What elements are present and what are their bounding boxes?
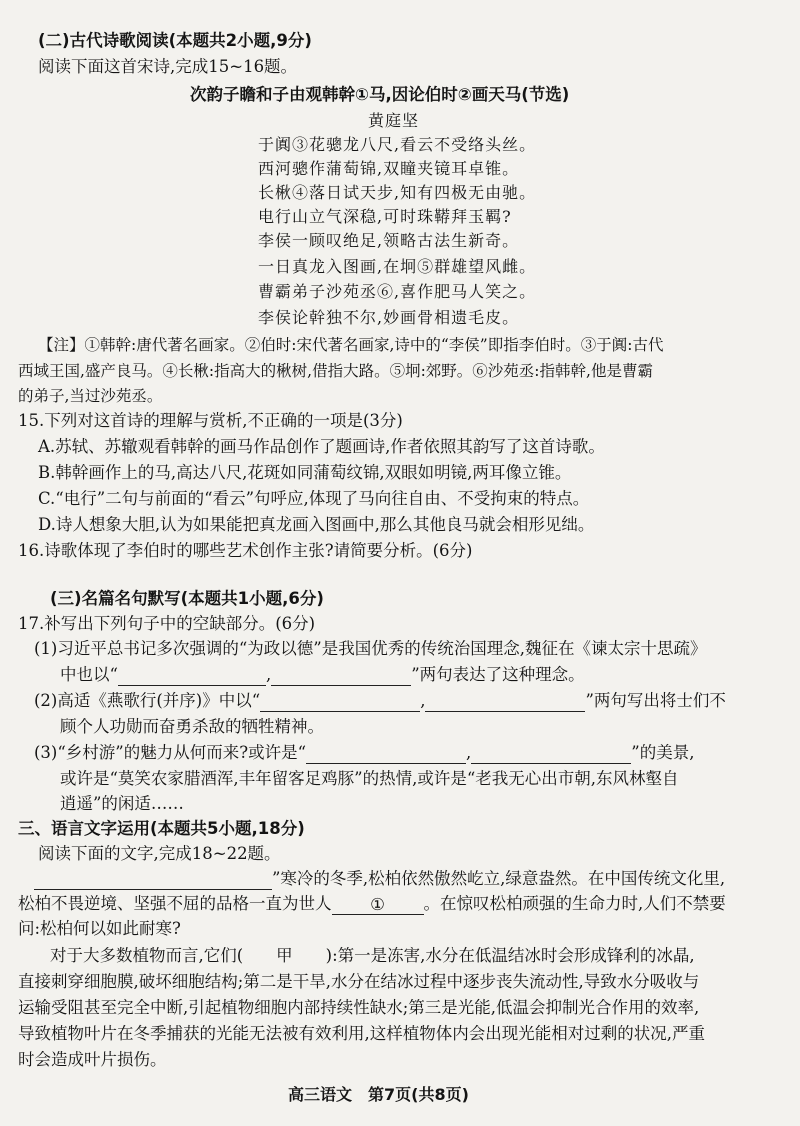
text-fragment: ,: [466, 743, 472, 762]
passage-line: 直接刺穿细胞膜,破坏细胞结构;第二是干旱,水分在结冰过程中逐步丧失流动性,导致水分吸收与: [18, 972, 700, 991]
question-17-part2-line1: [34, 690, 726, 712]
section-heading-recitation: (三)名篇名句默写(本题共1小题,6分): [50, 589, 324, 608]
answer-blank[interactable]: [260, 695, 420, 712]
question-17-part1-line1: (1)习近平总书记多次强调的“为政以德”是我国优秀的传统治国理念,魏征在《谏太宗十思疏》: [34, 639, 707, 658]
poem-line: 李侯论幹独不尔,妙画骨相遗毛皮。: [258, 308, 520, 327]
text-fragment: ,: [420, 691, 426, 710]
poem-author: 黄庭坚: [368, 111, 420, 130]
text-fragment: (3)“乡村游”的魅力从何而来?或许是“: [34, 743, 307, 762]
passage-line: [34, 868, 725, 890]
question-17-stem: 17.补写出下列句子中的空缺部分。(6分): [18, 614, 316, 633]
question-17-part3-line3: 逍遥”的闲适……: [60, 794, 184, 813]
poem-line: 西河骢作蒲萄锦,双瞳夹镜耳卓锥。: [258, 159, 520, 178]
text-fragment: 松柏不畏逆境、坚强不屈的品格一直为世人: [18, 894, 332, 913]
section-intro-poetry: 阅读下面这首宋诗,完成15~16题。: [38, 57, 298, 76]
passage-blank[interactable]: [34, 873, 272, 890]
text-fragment: ,: [265, 665, 272, 684]
passage-line: 导致植物叶片在冬季捕获的光能无法被有效利用,这样植物体内会出现光能相对过剩的状况,严重: [18, 1024, 705, 1043]
poem-line: 电行山立气深稳,可时珠鞯拜玉羁?: [258, 207, 512, 226]
passage-line: 时会造成叶片损伤。: [18, 1050, 167, 1069]
poem-title: 次韵子瞻和子由观韩幹①马,因论伯时②画天马(节选): [190, 85, 570, 104]
question-16-stem: 16.诗歌体现了李伯时的哪些艺术创作主张?请简要分析。(6分): [18, 541, 473, 560]
section-intro-language: 阅读下面的文字,完成18~22题。: [38, 844, 281, 863]
passage-line: 运输受阻甚至完全中断,引起植物细胞内部持续性缺水;第三是光能,低温会抑制光合作用的效率,: [18, 998, 700, 1017]
question-17-part3-line1: [34, 742, 694, 764]
poem-line: 曹霸弟子沙苑丞⑥,喜作肥马人笑之。: [258, 282, 537, 301]
text-fragment: ”的美景,: [631, 743, 695, 762]
passage-line: 对于大多数植物而言,它们( 甲 ):第一是冻害,水分在低温结冰时会形成锋利的冰晶,: [50, 946, 695, 965]
question-17-part2-line2: 顾个人功勋而奋勇杀敌的牺牲精神。: [60, 717, 324, 736]
text-fragment: 。在惊叹松柏顽强的生命力时,人们不禁要: [423, 894, 726, 913]
text-fragment: ”寒冷的冬季,松柏依然傲然屹立,绿意盎然。在中国传统文化里,: [272, 869, 726, 888]
question-15-option-c: C.“电行”二句与前面的“看云”句呼应,体现了马向往自由、不受拘束的特点。: [38, 489, 590, 508]
poem-line: 李侯一顾叹绝足,领略古法生新奇。: [258, 231, 520, 250]
question-17-part3-line2: 或许是“莫笑农家腊酒浑,丰年留客足鸡豚”的热情,或许是“老我无心出市朝,东风林壑自: [60, 769, 679, 788]
section-heading-poetry: (二)古代诗歌阅读(本题共2小题,9分): [38, 31, 312, 50]
blank-marker: ①: [370, 895, 385, 914]
answer-blank[interactable]: [425, 695, 585, 712]
text-fragment: 中也以“: [60, 665, 118, 684]
text-fragment: ”两句写出将士们不: [585, 691, 726, 710]
answer-blank[interactable]: [271, 669, 411, 686]
passage-blank-1[interactable]: [332, 894, 424, 915]
passage-line: 问:松柏何以如此耐寒?: [18, 919, 181, 938]
poem-line: 一日真龙入图画,在坰⑤群雄望风雌。: [258, 257, 537, 276]
question-15-option-b: B.韩幹画作上的马,高达八尺,花斑如同蒲萄纹锦,双眼如明镜,两耳像立锥。: [38, 463, 572, 482]
poem-line: 长楸④落日试天步,知有四极无由驰。: [258, 183, 537, 202]
question-15-option-d: D.诗人想象大胆,认为如果能把真龙画入图画中,那么其他良马就会相形见绌。: [38, 515, 595, 534]
question-15-stem: 15.下列对这首诗的理解与赏析,不正确的一项是(3分): [18, 411, 403, 430]
page-footer: 高三语文 第7页(共8页): [288, 1085, 469, 1104]
text-fragment: ”两句表达了这种理念。: [411, 665, 585, 684]
poem-note: 西域王国,盛产良马。④长楸:指高大的楸树,借指大路。⑤坰:郊野。⑥沙苑丞:指韩幹,他是曹霸: [18, 362, 653, 380]
section-heading-language: 三、语言文字运用(本题共5小题,18分): [18, 819, 305, 838]
answer-blank[interactable]: [306, 747, 466, 764]
answer-blank[interactable]: [118, 669, 266, 686]
poem-line: 于阗③花骢龙八尺,看云不受络头丝。: [258, 135, 537, 154]
passage-line: [18, 893, 726, 915]
question-17-part1-line2: [60, 664, 585, 686]
answer-blank[interactable]: [471, 747, 631, 764]
question-15-option-a: A.苏轼、苏辙观看韩幹的画马作品创作了题画诗,作者依照其韵写了这首诗歌。: [38, 437, 605, 456]
text-fragment: (2)高适《燕歌行(并序)》中以“: [34, 691, 261, 710]
poem-note: 【注】①韩幹:唐代著名画家。②伯时:宋代著名画家,诗中的“李侯”即指李伯时。③于阗:古代: [38, 336, 664, 354]
poem-note: 的弟子,当过沙苑丞。: [18, 387, 163, 405]
